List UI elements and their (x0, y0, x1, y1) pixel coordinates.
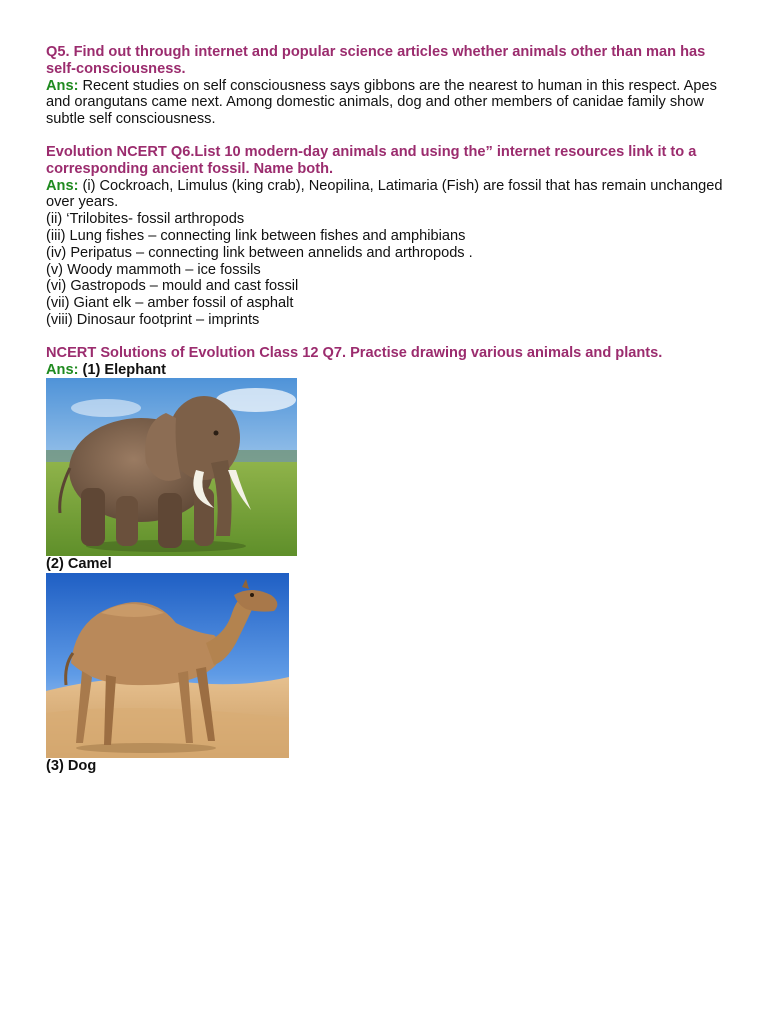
q7-answer (46, 362, 736, 379)
q5-answer-text: Recent studies on self consciousness says gibbons are the nearest to human in this respect. Apes and orangutans came next. Among domestic animals, dog and other members of canidae family show subtle self consciousness. (46, 77, 717, 128)
q6-question: Evolution NCERT Q6.List 10 modern-day animals and using the” internet resources link it to a corresponding ancient fossil. Name both. (46, 143, 697, 177)
q5-question: Q5. Find out through internet and popular science articles whether animals other than man has self-consciousness. (46, 44, 706, 77)
q6-item: (viii) Dinosaur footprint – imprints (46, 311, 260, 328)
q7-question: NCERT Solutions of Evolution Class 12 Q7. Practise drawing various animals and plants. (46, 344, 663, 361)
q7-item-dog-label: (3) Dog (46, 758, 97, 775)
q6-item: (iii) Lung fishes – connecting link between fishes and amphibians (46, 227, 466, 244)
q5-answer (46, 78, 736, 128)
q6-item: (vii) Giant elk – amber fossil of asphalt (46, 295, 294, 312)
q7-ans-label: Ans: (46, 361, 79, 378)
q5-ans-label: Ans: (46, 77, 79, 94)
document-page (46, 44, 736, 775)
q6-answer-text: (i) Cockroach, Limulus (king crab), Neopilina, Latimaria (Fish) are fossil that has remain unchanged over years. (46, 177, 723, 211)
camel-photo (46, 573, 289, 758)
q6-item: (v) Woody mammoth – ice fossils (46, 261, 261, 278)
q6-item: (iv) Peripatus – connecting link between annelids and arthropods . (46, 244, 473, 261)
q6-item: (ii) ‘Trilobites- fossil arthropods (46, 211, 245, 228)
q6-ans-label: Ans: (46, 177, 79, 194)
q7-item-elephant-label: (1) Elephant (82, 361, 167, 378)
q6-answer (46, 178, 736, 212)
q6-item: (vi) Gastropods – mould and cast fossil (46, 278, 299, 295)
q5-block (46, 44, 736, 128)
q7-block (46, 345, 736, 775)
q6-block (46, 144, 736, 329)
q7-item-camel-label: (2) Camel (46, 556, 112, 573)
elephant-photo (46, 378, 297, 556)
